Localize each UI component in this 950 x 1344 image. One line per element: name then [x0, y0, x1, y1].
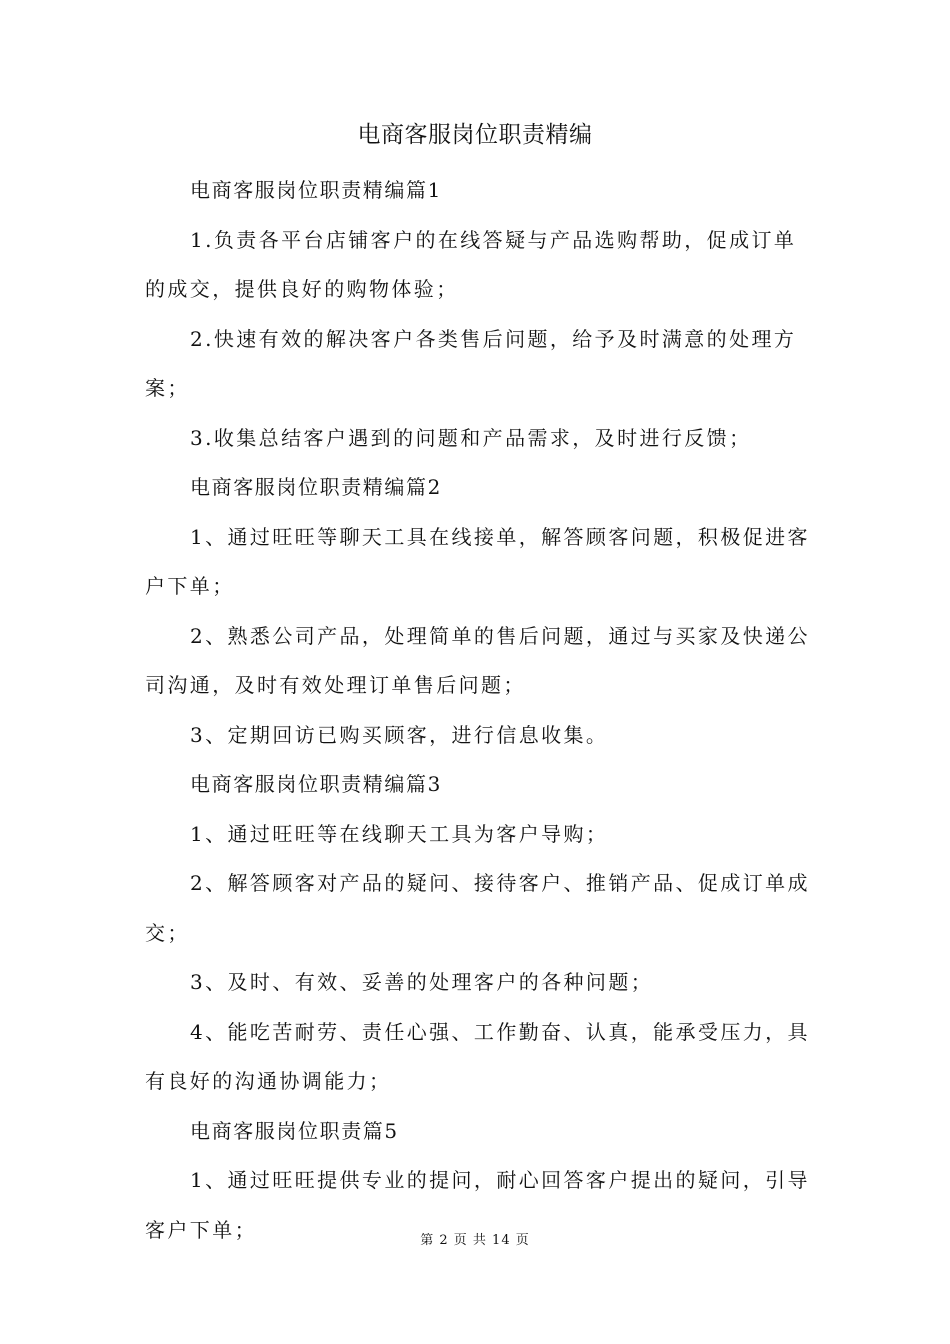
paragraph-1-2: 2.快速有效的解决客户各类售后问题，给予及时满意的处理方案；	[145, 326, 797, 400]
paragraph-1-3: 3.收集总结客户遇到的问题和产品需求，及时进行反馈；	[190, 425, 752, 450]
paragraph-3-2: 2、解答顾客对产品的疑问、接待客户、推销产品、促成订单成交；	[145, 871, 810, 945]
paragraph-3-3: 3、及时、有效、妥善的处理客户的各种问题；	[190, 970, 654, 994]
document-title: 电商客服岗位职责精编	[357, 122, 593, 148]
section-heading-2: 电商客服岗位职责精编篇2	[190, 475, 442, 499]
section-heading-1: 电商客服岗位职责精编篇1	[190, 178, 442, 202]
document-body	[145, 166, 815, 1255]
paragraph-2-3: 3、定期回访已购买顾客，进行信息收集。	[190, 722, 609, 747]
page-footer: 第 2 页 共 14 页	[420, 1233, 530, 1248]
paragraph-1-1: 1.负责各平台店铺客户的在线答疑与产品选购帮助，促成订单的成交，提供良好的购物体验；	[145, 227, 797, 301]
section-heading-3: 电商客服岗位职责精编篇3	[190, 772, 442, 796]
paragraph-2-2: 2、熟悉公司产品，处理简单的售后问题，通过与买家及快递公司沟通，及时有效处理订单售后问题；	[145, 623, 810, 697]
paragraph-3-1: 1、通过旺旺等在线聊天工具为客户导购；	[190, 821, 609, 846]
section-heading-5: 电商客服岗位职责篇5	[190, 1118, 399, 1143]
paragraph-2-1: 1、通过旺旺等聊天工具在线接单，解答顾客问题，积极促进客户下单；	[145, 524, 810, 598]
paragraph-3-4: 4、能吃苦耐劳、责任心强、工作勤奋、认真，能承受压力，具有良好的沟通协调能力；	[145, 1019, 810, 1093]
paragraph-5-1: 1、通过旺旺提供专业的提问，耐心回答客户提出的疑问，引导客户下单；	[145, 1168, 810, 1242]
